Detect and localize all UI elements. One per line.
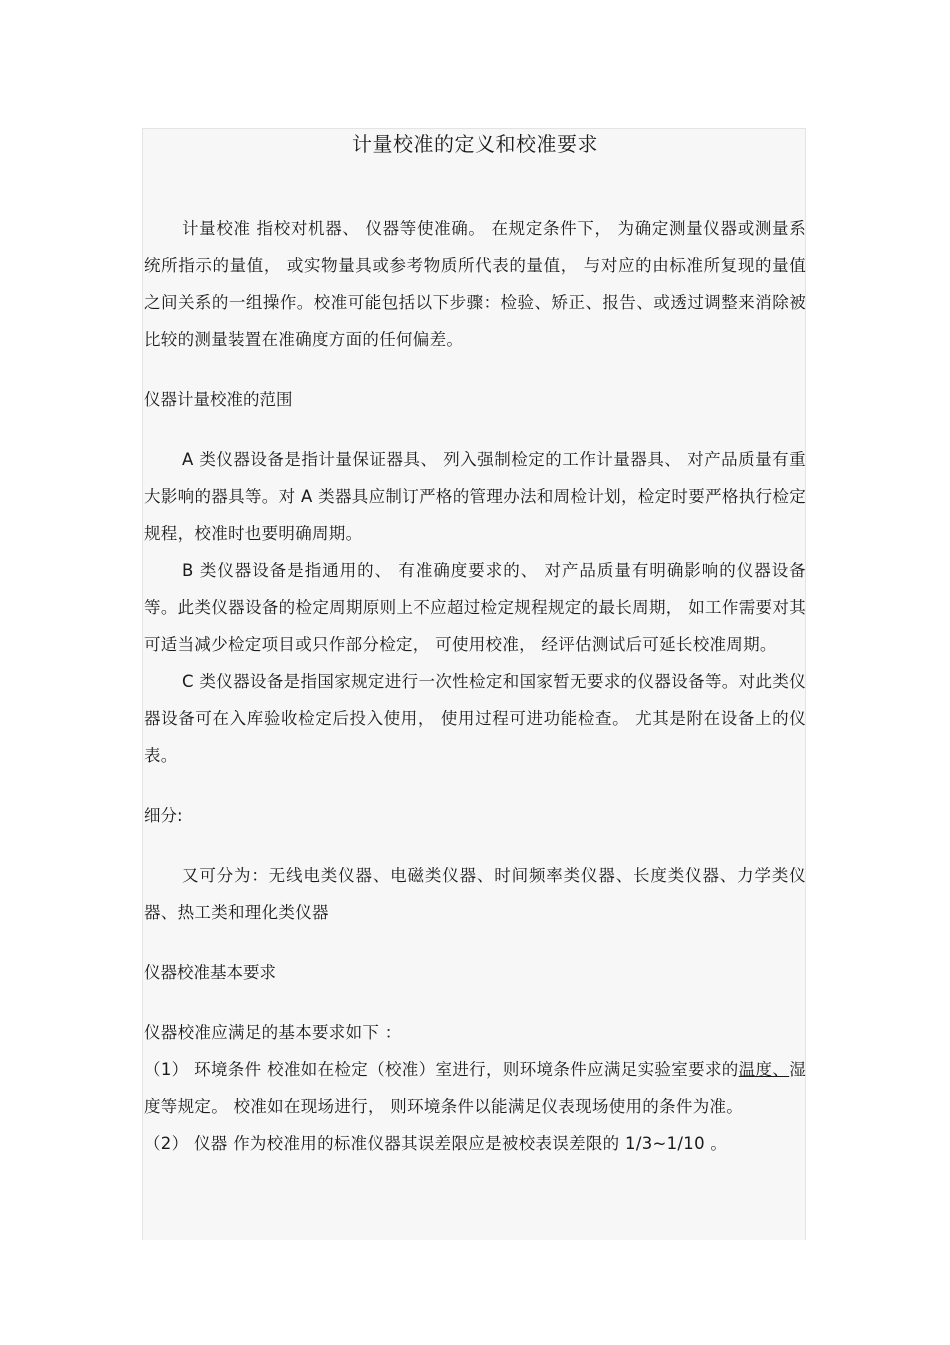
- subdivision-heading: 细分:: [144, 806, 183, 825]
- document-title: 计量校准的定义和校准要求: [352, 132, 598, 156]
- scope-heading: 仪器计量校准的范围: [144, 390, 293, 409]
- requirement-1: [144, 1051, 806, 1125]
- requirements-intro: 仪器校准应满足的基本要求如下 ：: [144, 1023, 402, 1042]
- document-content: [144, 128, 806, 1162]
- intro-paragraph: 计量校准 指校对机器、 仪器等使准确。 在规定条件下， 为确定测量仪器或测量系统所指示的量值， 或实物量具或参考物质所代表的量值， 与对应的由标准所复现的量值之间关系的一组操作。校准可能包括以下步骤：检验、矫正、报告、或透过调整来消除被比较的测量装置在准确度方面的任何偏差。: [144, 219, 806, 349]
- class-b-paragraph: B 类仪器设备是指通用的、 有准确度要求的、 对产品质量有明确影响的仪器设备等。此类仪器设备的检定周期原则上不应超过检定规程规定的最长周期， 如工作需要对其可适当减少检定项目或只作部分检定， 可使用校准， 经评估测试后可延长校准周期。: [144, 561, 806, 654]
- requirements-heading: 仪器校准基本要求: [144, 963, 276, 982]
- requirement-2: （2） 仪器 作为校准用的标准仪器其误差限应是被校表误差限的 1/3~1/10 。: [144, 1134, 728, 1153]
- requirement-1-prefix: （1） 环境条件 校准如在检定（校准）室进行，则环境条件应满足实验室要求的: [144, 1060, 739, 1079]
- requirement-1-suffix: 湿度等规定。 校准如在现场进行， 则环境条件以能满足仪表现场使用的条件为准。: [144, 1060, 806, 1116]
- class-a-paragraph: A 类仪器设备是指计量保证器具、 列入强制检定的工作计量器具、 对产品质量有重大影响的器具等。对 A 类器具应制订严格的管理办法和周检计划，检定时要严格执行检定规程，校准时也要明确周期。: [144, 450, 806, 543]
- subdivision-paragraph: 又可分为：无线电类仪器、电磁类仪器、时间频率类仪器、长度类仪器、力学类仪器、热工类和理化类仪器: [144, 866, 806, 922]
- class-c-paragraph: C 类仪器设备是指国家规定进行一次性检定和国家暂无要求的仪器设备等。对此类仪器设备可在入库验收检定后投入使用， 使用过程可进功能检查。 尤其是附在设备上的仪表。: [144, 672, 806, 765]
- temperature-link[interactable]: 温度、: [738, 1060, 790, 1079]
